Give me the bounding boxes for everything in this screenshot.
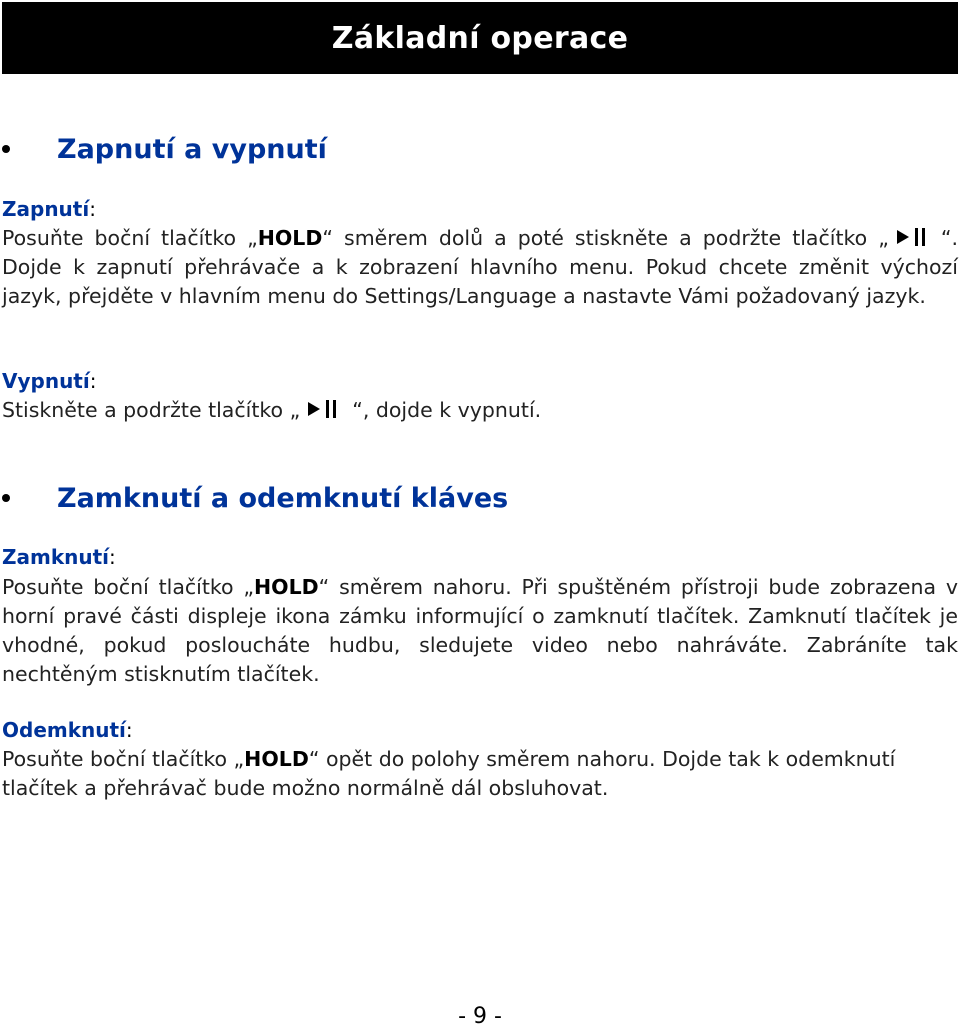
subheading-power-on: Zapnutí: bbox=[2, 197, 96, 221]
section-heading-power bbox=[0, 129, 960, 169]
title-bar bbox=[2, 2, 958, 74]
paragraph-unlock: Posuňte boční tlačítko „HOLD“ opět do polohy směrem nahoru. Dojde tak k odemknutí tlačítek a přehrávač bude možno normálně dál obsluhovat. bbox=[2, 747, 896, 800]
bullet-icon bbox=[2, 145, 10, 153]
page-title: Základní operace bbox=[331, 20, 629, 56]
paragraph-power-on: Posuňte boční tlačítko „HOLD“ směrem dolů a poté stiskněte a podržte tlačítko „ “. Dojde k zapnutí přehrávače a k zobrazení hlavního menu. Pokud chcete změnit výchozí jazyk, přejděte v hlavním menu do Settings/Language a nastavte Vámi požadovaný jazyk. bbox=[2, 226, 958, 308]
hold-label: HOLD bbox=[254, 575, 319, 599]
subheading-power-off: Vypnutí: bbox=[2, 369, 97, 393]
section-title: Zapnutí a vypnutí bbox=[57, 133, 327, 165]
play-pause-icon bbox=[895, 227, 935, 247]
page-number: - 9 - bbox=[458, 1004, 502, 1029]
hold-label: HOLD bbox=[257, 226, 323, 250]
hold-label: HOLD bbox=[244, 747, 309, 771]
subheading-lock: Zamknutí: bbox=[2, 545, 116, 569]
paragraph-lock: Posuňte boční tlačítko „HOLD“ směrem nahoru. Při spuštěném přístroji bude zobrazena v horní pravé části displeje ikona zámku informující o zamknutí tlačítek. Zamknutí tlačítek je vhodné, pokud posloucháte hudbu, sledujete video nebo nahráváte. Zabráníte tak nechtěným stisknutím tlačítek. bbox=[2, 575, 958, 686]
section-title: Zamknutí a odemknutí kláves bbox=[57, 482, 509, 514]
section-heading-keylock bbox=[0, 478, 960, 518]
subheading-unlock: Odemknutí: bbox=[2, 718, 133, 742]
paragraph-power-off: Stiskněte a podržte tlačítko „ “, dojde k vypnutí. bbox=[2, 398, 542, 422]
bullet-icon bbox=[2, 494, 10, 502]
play-pause-icon bbox=[306, 399, 346, 419]
